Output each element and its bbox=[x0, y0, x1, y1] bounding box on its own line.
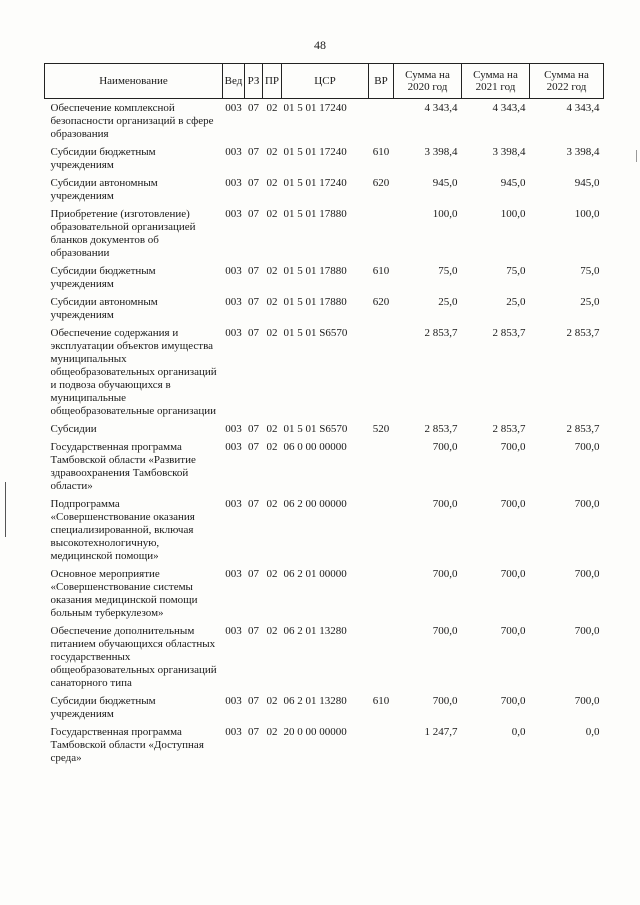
row-rz: 07 bbox=[248, 423, 259, 435]
row-rz: 07 bbox=[248, 296, 259, 308]
row-csr: 06 2 01 13280 bbox=[283, 625, 347, 637]
row-name: Приобретение (изготовление) образовательной организацией бланков документов об образовании bbox=[50, 208, 196, 259]
row-sum-2022: 700,0 bbox=[574, 625, 600, 637]
row-pr: 02 bbox=[266, 265, 278, 277]
table-row bbox=[45, 622, 604, 692]
header-rz: РЗ bbox=[245, 64, 263, 99]
table-header-row bbox=[45, 64, 604, 99]
row-csr: 01 5 01 17240 bbox=[283, 177, 347, 189]
row-sum-2020: 25,0 bbox=[438, 296, 458, 308]
row-name: Обеспечение содержания и эксплуатации объектов имущества муниципальных общеобразовательных организаций и подвоза обучающихся в муниципальные общеобразовательные организации bbox=[50, 327, 217, 417]
row-sum-2022: 4 343,4 bbox=[566, 102, 600, 114]
row-sum-2020: 700,0 bbox=[432, 568, 458, 580]
row-name: Государственная программа Тамбовской области «Доступная среда» bbox=[50, 726, 204, 764]
row-ved: 003 bbox=[225, 146, 242, 158]
row-sum-2020: 700,0 bbox=[432, 625, 458, 637]
header-sum-2020: Сумма на 2020 год bbox=[394, 64, 462, 99]
row-csr: 01 5 01 S6570 bbox=[283, 327, 348, 339]
row-sum-2020: 945,0 bbox=[432, 177, 458, 189]
row-sum-2020: 100,0 bbox=[432, 208, 458, 220]
row-rz: 07 bbox=[248, 695, 259, 707]
header-pr: ПР bbox=[263, 64, 282, 99]
row-vr: 610 bbox=[372, 265, 390, 277]
row-ved: 003 bbox=[225, 423, 242, 435]
row-csr: 06 0 00 00000 bbox=[283, 441, 347, 453]
row-csr: 01 5 01 S6570 bbox=[283, 423, 348, 435]
row-sum-2021: 25,0 bbox=[506, 296, 526, 308]
row-rz: 07 bbox=[248, 208, 259, 220]
table-row bbox=[45, 293, 604, 324]
row-sum-2020: 2 853,7 bbox=[424, 423, 458, 435]
row-sum-2020: 2 853,7 bbox=[424, 327, 458, 339]
table-row bbox=[45, 420, 604, 438]
header-name: Наименование bbox=[45, 64, 223, 99]
row-pr: 02 bbox=[266, 726, 278, 738]
row-vr: 620 bbox=[372, 177, 390, 189]
table-row bbox=[45, 99, 604, 144]
row-sum-2022: 700,0 bbox=[574, 568, 600, 580]
row-csr: 01 5 01 17240 bbox=[283, 146, 347, 158]
row-ved: 003 bbox=[225, 327, 242, 339]
row-vr: 520 bbox=[372, 423, 390, 435]
scan-edge-mark bbox=[636, 150, 637, 162]
row-ved: 003 bbox=[225, 296, 242, 308]
row-name: Субсидии bbox=[50, 423, 97, 435]
row-sum-2021: 700,0 bbox=[500, 625, 526, 637]
row-sum-2021: 0,0 bbox=[511, 726, 526, 738]
row-sum-2020: 700,0 bbox=[432, 498, 458, 510]
row-sum-2020: 700,0 bbox=[432, 695, 458, 707]
row-ved: 003 bbox=[225, 208, 242, 220]
row-sum-2021: 700,0 bbox=[500, 441, 526, 453]
row-rz: 07 bbox=[248, 146, 259, 158]
row-csr: 01 5 01 17880 bbox=[283, 265, 347, 277]
row-vr bbox=[369, 205, 394, 262]
row-ved: 003 bbox=[225, 625, 242, 637]
row-vr: 620 bbox=[372, 296, 390, 308]
row-csr: 01 5 01 17240 bbox=[283, 102, 347, 114]
row-ved: 003 bbox=[225, 726, 242, 738]
header-sum-2022: Сумма на 2022 год bbox=[530, 64, 604, 99]
row-name: Субсидии автономным учреждениям bbox=[50, 296, 158, 321]
row-sum-2022: 3 398,4 bbox=[566, 146, 600, 158]
table-row bbox=[45, 205, 604, 262]
row-sum-2022: 100,0 bbox=[574, 208, 600, 220]
row-ved: 003 bbox=[225, 695, 242, 707]
row-pr: 02 bbox=[266, 568, 278, 580]
row-sum-2022: 700,0 bbox=[574, 441, 600, 453]
row-pr: 02 bbox=[266, 625, 278, 637]
table-row bbox=[45, 495, 604, 565]
budget-table bbox=[44, 63, 604, 767]
table-row bbox=[45, 262, 604, 293]
row-ved: 003 bbox=[225, 102, 242, 114]
row-csr: 06 2 00 00000 bbox=[283, 498, 347, 510]
row-sum-2022: 945,0 bbox=[574, 177, 600, 189]
row-sum-2021: 700,0 bbox=[500, 568, 526, 580]
row-rz: 07 bbox=[248, 327, 259, 339]
row-pr: 02 bbox=[266, 441, 278, 453]
row-sum-2022: 700,0 bbox=[574, 695, 600, 707]
table-row bbox=[45, 565, 604, 622]
header-vr: ВР bbox=[369, 64, 394, 99]
row-sum-2021: 2 853,7 bbox=[492, 327, 526, 339]
row-rz: 07 bbox=[248, 102, 259, 114]
row-sum-2020: 75,0 bbox=[438, 265, 458, 277]
row-sum-2022: 25,0 bbox=[580, 296, 600, 308]
table-row bbox=[45, 692, 604, 723]
row-vr bbox=[369, 622, 394, 692]
row-name: Субсидии бюджетным учреждениям bbox=[50, 265, 156, 290]
row-pr: 02 bbox=[266, 327, 278, 339]
row-sum-2020: 3 398,4 bbox=[424, 146, 458, 158]
row-rz: 07 bbox=[248, 177, 259, 189]
row-pr: 02 bbox=[266, 146, 278, 158]
row-pr: 02 bbox=[266, 296, 278, 308]
row-vr bbox=[369, 99, 394, 144]
row-vr bbox=[369, 324, 394, 420]
row-name: Субсидии бюджетным учреждениям bbox=[50, 146, 156, 171]
table-row bbox=[45, 324, 604, 420]
row-sum-2022: 700,0 bbox=[574, 498, 600, 510]
row-rz: 07 bbox=[248, 265, 259, 277]
table-row bbox=[45, 174, 604, 205]
row-rz: 07 bbox=[248, 625, 259, 637]
row-vr: 610 bbox=[372, 695, 390, 707]
row-sum-2021: 3 398,4 bbox=[492, 146, 526, 158]
row-sum-2021: 700,0 bbox=[500, 695, 526, 707]
row-name: Подпрограмма «Совершенствование оказания специализированной, включая высокотехнологичную, медицинской помощи» bbox=[50, 498, 195, 562]
row-pr: 02 bbox=[266, 102, 278, 114]
row-vr bbox=[369, 495, 394, 565]
row-pr: 02 bbox=[266, 423, 278, 435]
row-sum-2020: 700,0 bbox=[432, 441, 458, 453]
row-csr: 06 2 01 13280 bbox=[283, 695, 347, 707]
row-pr: 02 bbox=[266, 498, 278, 510]
table-row bbox=[45, 723, 604, 767]
row-ved: 003 bbox=[225, 441, 242, 453]
row-csr: 20 0 00 00000 bbox=[283, 726, 347, 738]
row-sum-2021: 945,0 bbox=[500, 177, 526, 189]
row-vr bbox=[369, 438, 394, 495]
row-name: Субсидии автономным учреждениям bbox=[50, 177, 158, 202]
row-sum-2022: 0,0 bbox=[585, 726, 600, 738]
row-sum-2021: 100,0 bbox=[500, 208, 526, 220]
row-csr: 01 5 01 17880 bbox=[283, 208, 347, 220]
row-csr: 01 5 01 17880 bbox=[283, 296, 347, 308]
row-name: Субсидии бюджетным учреждениям bbox=[50, 695, 156, 720]
row-rz: 07 bbox=[248, 726, 259, 738]
header-sum-2021: Сумма на 2021 год bbox=[462, 64, 530, 99]
table-row bbox=[45, 143, 604, 174]
row-name: Обеспечение дополнительным питанием обучающихся областных государственных общеобразовательных организаций санаторного типа bbox=[50, 625, 217, 689]
row-sum-2022: 2 853,7 bbox=[566, 327, 600, 339]
scan-edge-mark bbox=[5, 482, 6, 537]
row-ved: 003 bbox=[225, 265, 242, 277]
row-ved: 003 bbox=[225, 498, 242, 510]
row-vr: 610 bbox=[372, 146, 390, 158]
row-sum-2021: 4 343,4 bbox=[492, 102, 526, 114]
row-pr: 02 bbox=[266, 695, 278, 707]
row-rz: 07 bbox=[248, 568, 259, 580]
header-csr: ЦСР bbox=[282, 64, 369, 99]
row-name: Государственная программа Тамбовской области «Развитие здравоохранения Тамбовской области» bbox=[50, 441, 196, 492]
page-number: 48 bbox=[314, 38, 326, 52]
row-name: Основное мероприятие «Совершенствование системы оказания медицинской помощи больным туберкулезом» bbox=[50, 568, 198, 619]
row-sum-2020: 4 343,4 bbox=[424, 102, 458, 114]
row-sum-2021: 2 853,7 bbox=[492, 423, 526, 435]
table-row bbox=[45, 438, 604, 495]
row-pr: 02 bbox=[266, 208, 278, 220]
row-sum-2021: 700,0 bbox=[500, 498, 526, 510]
row-rz: 07 bbox=[248, 498, 259, 510]
row-sum-2020: 1 247,7 bbox=[424, 726, 458, 738]
row-csr: 06 2 01 00000 bbox=[283, 568, 347, 580]
row-ved: 003 bbox=[225, 568, 242, 580]
row-rz: 07 bbox=[248, 441, 259, 453]
row-pr: 02 bbox=[266, 177, 278, 189]
header-ved: Вед bbox=[223, 64, 245, 99]
row-ved: 003 bbox=[225, 177, 242, 189]
row-name: Обеспечение комплексной безопасности организаций в сфере образования bbox=[50, 102, 214, 140]
row-sum-2021: 75,0 bbox=[506, 265, 526, 277]
row-sum-2022: 2 853,7 bbox=[566, 423, 600, 435]
row-vr bbox=[369, 723, 394, 767]
row-sum-2022: 75,0 bbox=[580, 265, 600, 277]
row-vr bbox=[369, 565, 394, 622]
